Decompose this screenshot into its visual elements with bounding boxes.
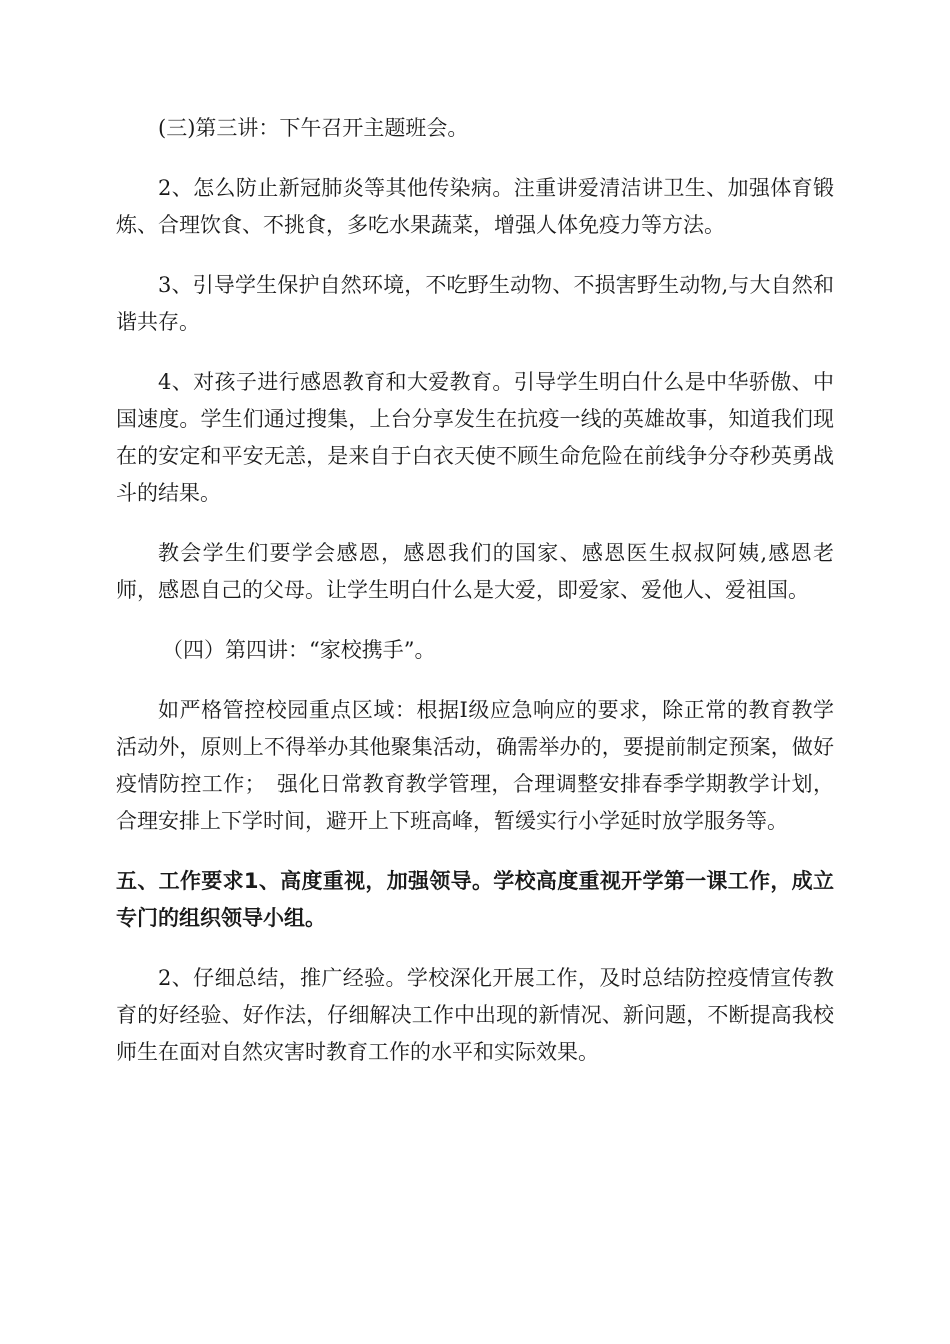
paragraph-campus-control: 如严格管控校园重点区域：根据Ⅰ级应急响应的要求，除正常的教育教学活动外，原则上不得举办其他聚集活动，确需举办的，要提前制定预案，做好疫情防控工作； 强化日常教育教学管理，合理调整安排春季学期教学计划，合理安排上下学时间，避开上下班高峰，暂缓实行小学延时放学服务等。 (116, 698, 834, 833)
paragraph-lecture-three-heading: (三)第三讲：下午召开主题班会。 (158, 116, 469, 140)
section-five-heading: 五、工作要求1、高度重视，加强领导。学校高度重视开学第一课工作，成立专门的组织领导小组。 (116, 869, 834, 930)
paragraph-protect-nature: 3、引导学生保护自然环境，不吃野生动物、不损害野生动物,与大自然和谐共存。 (116, 273, 834, 334)
paragraph-gratitude-education: 4、对孩子进行感恩教育和大爱教育。引导学生明白什么是中华骄傲、中国速度。学生们通过搜集，上台分享发生在抗疫一线的英雄故事，知道我们现在的安定和平安无恙，是来自于白衣天使不顾生命危险在前线争分夺秒英勇战斗的结果。 (116, 370, 834, 505)
paragraph-learn-gratitude: 教会学生们要学会感恩，感恩我们的国家、感恩医生叔叔阿姨,感恩老师，感恩自己的父母。让学生明白什么是大爱，即爱家、爱他人、爱祖国。 (116, 541, 834, 602)
paragraph-disease-prevention: 2、怎么防止新冠肺炎等其他传染病。注重讲爱清洁讲卫生、加强体育锻炼、合理饮食、不挑食，多吃水果蔬菜，增强人体免疫力等方法。 (116, 176, 834, 237)
document-body (116, 110, 834, 1094)
paragraph-summarize-experience: 2、仔细总结，推广经验。学校深化开展工作，及时总结防控疫情宣传教育的好经验、好作法，仔细解决工作中出现的新情况、新问题，不断提高我校师生在面对自然灾害时教育工作的水平和实际效果。 (116, 966, 834, 1064)
paragraph-lecture-four-heading: （四）第四讲：“家校携手”。 (162, 638, 436, 662)
